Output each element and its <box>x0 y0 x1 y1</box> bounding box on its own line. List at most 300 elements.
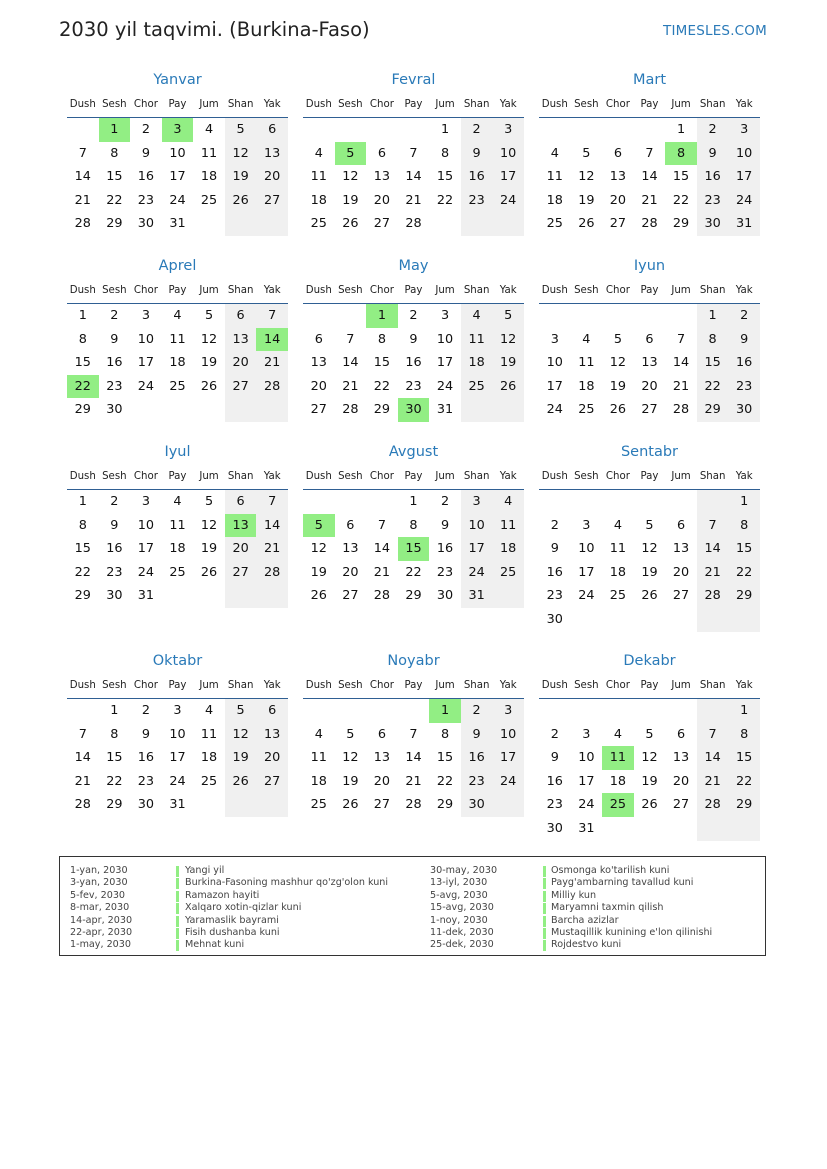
month-name: Noyabr <box>387 653 440 669</box>
day-cell: 11 <box>500 517 517 533</box>
day-cell: 16 <box>137 750 155 766</box>
day-cell: 1 <box>708 308 717 323</box>
day-cell: 29 <box>106 216 123 232</box>
legend-holiday-name: Yaramaslik bayrami <box>185 914 279 926</box>
day-cell: 25 <box>200 192 218 208</box>
day-cell: 6 <box>236 308 245 323</box>
day-cell: 16 <box>436 541 454 557</box>
month-name: Iyul <box>164 444 191 460</box>
day-cell: 19 <box>200 541 218 557</box>
legend-date: 13-iyl, 2030 <box>430 877 488 889</box>
day-cell: 7 <box>708 517 717 533</box>
weekday-header <box>67 680 288 699</box>
month-name: May <box>398 258 429 274</box>
legend-holiday-name: Milliy kun <box>551 889 597 901</box>
legend-marker <box>543 903 546 914</box>
month-name: Iyun <box>633 258 666 274</box>
weekday-label: Yak <box>263 99 281 110</box>
day-cell: 1 <box>740 494 749 509</box>
day-cell: 7 <box>409 726 418 742</box>
day-cell: 16 <box>468 169 485 185</box>
weekday-label: Chor <box>605 285 630 296</box>
weekday-label: Chor <box>133 99 158 110</box>
weekday-label: Pay <box>404 471 423 482</box>
day-cell: 17 <box>578 564 595 580</box>
day-cell: 30 <box>436 588 454 604</box>
day-cell: 15 <box>436 169 454 185</box>
day-cell: 18 <box>310 773 327 789</box>
day-cell: 17 <box>500 169 517 185</box>
day-cell: 11 <box>310 750 327 766</box>
day-cell: 23 <box>546 588 563 604</box>
legend-holiday-name: Burkina-Fasoning mashhur qo'zg'olon kuni <box>185 877 389 889</box>
day-cell: 29 <box>106 797 123 813</box>
day-cell: 28 <box>264 564 281 580</box>
day-cell: 21 <box>74 192 91 208</box>
day-cell: 9 <box>141 145 150 161</box>
weekday-label: Shan <box>463 285 490 296</box>
day-cell: 17 <box>169 169 186 185</box>
day-cell: 5 <box>613 331 622 347</box>
day-cell: 31 <box>169 797 186 813</box>
day-cell: 3 <box>582 517 591 533</box>
holiday-day-cell: 1 <box>429 699 461 723</box>
day-cell: 3 <box>740 122 749 137</box>
weekday-label: Dush <box>541 680 568 691</box>
day-cell: 18 <box>200 169 218 185</box>
day-cell: 12 <box>578 169 595 185</box>
day-cell: 21 <box>704 773 721 789</box>
day-cell: 12 <box>200 331 218 347</box>
weekday-label: Jum <box>671 680 691 691</box>
day-cell: 24 <box>736 192 753 208</box>
day-cell: 10 <box>169 726 186 742</box>
weekday-label: Chor <box>133 285 158 296</box>
legend-holiday-name: Maryamni taxmin qilish <box>551 902 664 914</box>
weekday-label: Yak <box>499 471 517 482</box>
day-cell: 10 <box>468 517 485 533</box>
day-cell: 22 <box>373 378 391 394</box>
legend-holiday-name: Xalqaro xotin-qizlar kuni <box>185 902 302 914</box>
day-cell: 3 <box>504 122 513 137</box>
day-cell: 21 <box>373 564 391 580</box>
legend-date: 1-yan, 2030 <box>70 865 128 876</box>
day-cell: 6 <box>676 726 686 742</box>
day-cell: 21 <box>672 378 690 394</box>
day-cell: 27 <box>232 378 249 394</box>
day-cell: 25 <box>609 588 627 604</box>
day-cell: 17 <box>468 541 485 557</box>
day-cell: 12 <box>641 750 658 766</box>
site-logo[interactable]: TIMESLES.COM <box>663 23 767 39</box>
day-cell: 18 <box>609 773 627 789</box>
day-cell: 29 <box>74 402 91 418</box>
day-cell: 17 <box>736 169 753 185</box>
day-cell: 27 <box>342 588 359 604</box>
legend-holiday-name: Barcha azizlar <box>551 914 619 926</box>
weekday-label: Dush <box>541 471 568 482</box>
day-cell: 22 <box>436 192 454 208</box>
day-cell: 21 <box>74 773 91 789</box>
day-cell: 9 <box>550 541 559 557</box>
day-cell: 20 <box>373 773 391 789</box>
day-cell: 19 <box>232 750 249 766</box>
day-cell: 24 <box>468 564 485 580</box>
month-name: Yanvar <box>153 72 202 88</box>
weekday-label: Yak <box>263 285 281 296</box>
day-cell: 25 <box>169 564 186 580</box>
day-cell: 13 <box>342 541 359 557</box>
day-cell: 16 <box>546 773 563 789</box>
day-cell: 20 <box>373 192 391 208</box>
day-cell: 2 <box>472 703 481 718</box>
day-cell: 6 <box>377 145 386 161</box>
day-cell: 23 <box>106 564 123 580</box>
day-cell: 2 <box>141 703 150 718</box>
day-cell: 2 <box>550 517 559 533</box>
legend-column-left <box>70 865 420 952</box>
weekday-label: Shan <box>699 680 726 691</box>
legend-row <box>70 915 420 927</box>
weekday-label: Jum <box>435 680 455 691</box>
legend-row <box>70 902 420 914</box>
weekday-label: Pay <box>640 99 659 110</box>
day-cell: 19 <box>641 564 658 580</box>
day-cell: 21 <box>264 541 281 557</box>
day-cell: 13 <box>310 355 327 371</box>
day-cell: 31 <box>436 402 454 418</box>
day-cell: 9 <box>550 750 559 766</box>
legend-date: 11-dek, 2030 <box>430 926 494 938</box>
day-cell: 6 <box>645 331 654 347</box>
day-cell: 17 <box>169 750 186 766</box>
weekday-label: Chor <box>369 471 394 482</box>
day-cell: 14 <box>704 541 721 557</box>
day-cell: 1 <box>110 703 119 718</box>
legend-date: 5-avg, 2030 <box>430 889 488 901</box>
day-cell: 19 <box>641 773 658 789</box>
weekday-label: Shan <box>227 285 254 296</box>
day-cell: 26 <box>200 564 218 580</box>
day-cell: 22 <box>106 773 123 789</box>
weekday-label: Jum <box>199 471 219 482</box>
day-cell: 11 <box>546 169 563 185</box>
day-cell: 10 <box>500 726 517 742</box>
legend-marker <box>543 878 546 889</box>
weekday-header <box>67 471 288 490</box>
day-cell: 27 <box>641 402 658 418</box>
day-cell: 10 <box>169 145 186 161</box>
day-cell: 27 <box>373 797 391 813</box>
day-cell: 22 <box>704 378 721 394</box>
legend-marker <box>176 916 179 927</box>
day-cell: 29 <box>704 402 721 418</box>
weekday-label: Chor <box>605 680 630 691</box>
legend-holiday-name: Osmonga ko'tarilish kuni <box>551 865 670 876</box>
day-cell: 6 <box>346 517 355 533</box>
day-cell: 10 <box>578 541 595 557</box>
legend-marker <box>543 916 546 927</box>
day-cell: 1 <box>676 122 686 137</box>
weekday-label: Dush <box>69 680 96 691</box>
day-cell: 3 <box>550 331 559 347</box>
weekday-label: Yak <box>263 680 281 691</box>
weekday-label: Yak <box>735 285 753 296</box>
day-cell: 6 <box>314 331 323 347</box>
day-cell: 14 <box>74 169 91 185</box>
day-cell: 20 <box>264 750 281 766</box>
day-cell: 14 <box>264 517 281 533</box>
day-cell: 25 <box>310 797 327 813</box>
day-cell: 10 <box>500 145 517 161</box>
day-cell: 20 <box>342 564 359 580</box>
legend-row <box>430 915 760 927</box>
day-cell: 16 <box>106 541 123 557</box>
day-cell: 17 <box>137 541 155 557</box>
weekday-label: Chor <box>369 285 394 296</box>
day-cell: 10 <box>436 331 454 347</box>
day-cell: 23 <box>137 192 155 208</box>
weekday-label: Pay <box>404 99 423 110</box>
day-cell: 5 <box>645 517 654 533</box>
day-cell: 4 <box>314 145 323 161</box>
day-cell: 7 <box>409 145 418 161</box>
day-cell: 11 <box>468 331 485 347</box>
day-cell: 15 <box>74 355 91 371</box>
day-cell: 26 <box>342 216 359 232</box>
legend-marker <box>176 903 179 914</box>
day-cell: 29 <box>405 588 422 604</box>
day-cell: 15 <box>736 541 753 557</box>
day-cell: 21 <box>704 564 721 580</box>
day-cell: 6 <box>268 122 277 137</box>
day-cell: 8 <box>377 331 386 347</box>
day-cell: 15 <box>373 355 391 371</box>
day-cell: 11 <box>169 331 186 347</box>
day-cell: 13 <box>232 331 249 347</box>
day-cell: 3 <box>141 308 150 323</box>
month-name: Fevral <box>391 72 436 88</box>
weekday-label: Chor <box>369 680 394 691</box>
legend-holiday-name: Payg'ambarning tavallud kuni <box>551 877 694 889</box>
day-cell: 15 <box>74 541 91 557</box>
weekday-label: Yak <box>499 99 517 110</box>
weekday-label: Shan <box>463 471 490 482</box>
day-cell: 2 <box>141 122 150 137</box>
day-cell: 3 <box>141 494 150 509</box>
weekday-label: Dush <box>541 99 568 110</box>
day-cell: 6 <box>268 703 277 718</box>
day-cell: 23 <box>405 378 422 394</box>
day-cell: 26 <box>609 402 627 418</box>
legend-date: 3-yan, 2030 <box>70 877 128 889</box>
legend-marker <box>176 928 179 939</box>
legend-marker <box>176 866 179 877</box>
day-cell: 4 <box>550 145 559 161</box>
day-cell: 29 <box>672 216 690 232</box>
day-cell: 22 <box>736 773 753 789</box>
weekday-label: Sesh <box>338 680 363 691</box>
day-cell: 21 <box>641 192 658 208</box>
day-cell: 28 <box>405 216 422 232</box>
weekday-label: Shan <box>699 99 726 110</box>
weekday-label: Dush <box>69 471 96 482</box>
weekday-label: Dush <box>69 99 96 110</box>
day-cell: 30 <box>137 797 155 813</box>
day-cell: 10 <box>137 517 155 533</box>
day-cell: 28 <box>373 588 391 604</box>
day-cell: 12 <box>500 331 517 347</box>
holiday-day-cell: 1 <box>366 304 398 328</box>
day-cell: 2 <box>409 308 418 323</box>
day-cell: 14 <box>672 355 690 371</box>
day-cell: 15 <box>106 750 123 766</box>
weekday-label: Jum <box>435 285 455 296</box>
weekday-header <box>67 285 288 304</box>
day-cell: 7 <box>268 494 277 509</box>
legend-row <box>70 865 420 877</box>
day-cell: 12 <box>342 750 359 766</box>
day-cell: 27 <box>264 773 281 789</box>
legend-marker <box>543 891 546 902</box>
day-cell: 8 <box>110 145 119 161</box>
weekday-label: Shan <box>463 680 490 691</box>
day-cell: 25 <box>500 564 517 580</box>
day-cell: 26 <box>232 773 249 789</box>
day-cell: 21 <box>264 355 281 371</box>
weekday-label: Pay <box>168 285 187 296</box>
day-cell: 26 <box>342 797 359 813</box>
day-cell: 24 <box>578 797 595 813</box>
day-cell: 13 <box>641 355 658 371</box>
day-cell: 27 <box>232 564 249 580</box>
day-cell: 26 <box>578 216 595 232</box>
day-cell: 16 <box>736 355 753 371</box>
weekday-label: Dush <box>305 471 332 482</box>
day-cell: 12 <box>232 726 249 742</box>
day-cell: 31 <box>468 588 485 604</box>
day-cell: 8 <box>78 331 87 347</box>
day-cell: 5 <box>236 703 245 718</box>
holiday-day-cell: 1 <box>99 118 131 142</box>
weekday-label: Yak <box>499 680 517 691</box>
legend-marker <box>543 866 546 877</box>
day-cell: 31 <box>169 216 186 232</box>
day-cell: 10 <box>736 145 753 161</box>
day-cell: 3 <box>440 308 450 323</box>
day-cell: 14 <box>704 750 721 766</box>
legend-date: 8-mar, 2030 <box>70 902 130 914</box>
day-cell: 28 <box>74 216 91 232</box>
day-cell: 9 <box>740 331 749 347</box>
weekday-label: Jum <box>199 285 219 296</box>
weekday-label: Sesh <box>338 99 363 110</box>
day-cell: 25 <box>169 378 186 394</box>
day-cell: 20 <box>232 355 249 371</box>
legend-row <box>430 890 760 902</box>
day-cell: 4 <box>582 331 591 347</box>
day-cell: 9 <box>409 331 418 347</box>
day-cell: 23 <box>137 773 155 789</box>
day-cell: 13 <box>264 145 281 161</box>
day-cell: 15 <box>704 355 721 371</box>
day-cell: 7 <box>346 331 355 347</box>
legend-date: 30-may, 2030 <box>430 865 498 876</box>
day-cell: 12 <box>200 517 218 533</box>
day-cell: 3 <box>472 494 481 509</box>
day-cell: 8 <box>440 145 450 161</box>
day-cell: 4 <box>613 517 622 533</box>
legend-date: 22-apr, 2030 <box>70 926 133 938</box>
day-cell: 17 <box>500 750 517 766</box>
day-cell: 23 <box>704 192 721 208</box>
weekday-header <box>303 680 524 699</box>
day-cell: 12 <box>342 169 359 185</box>
weekday-header <box>539 471 760 490</box>
day-cell: 16 <box>137 169 155 185</box>
day-cell: 26 <box>200 378 218 394</box>
day-cell: 24 <box>169 192 186 208</box>
day-cell: 23 <box>106 378 123 394</box>
day-cell: 16 <box>704 169 721 185</box>
day-cell: 25 <box>546 216 563 232</box>
day-cell: 22 <box>106 192 123 208</box>
holiday-legend <box>59 856 766 956</box>
day-cell: 20 <box>310 378 327 394</box>
weekday-label: Dush <box>541 285 568 296</box>
day-cell: 3 <box>504 703 513 718</box>
day-cell: 28 <box>672 402 690 418</box>
day-cell: 24 <box>546 402 563 418</box>
weekday-label: Jum <box>435 471 455 482</box>
day-cell: 20 <box>672 564 690 580</box>
weekday-label: Sesh <box>102 99 127 110</box>
day-cell: 14 <box>405 750 422 766</box>
weekday-label: Shan <box>227 471 254 482</box>
day-cell: 13 <box>264 726 281 742</box>
day-cell: 20 <box>232 541 249 557</box>
legend-row <box>70 939 420 951</box>
day-cell: 1 <box>78 308 87 323</box>
day-cell: 30 <box>106 588 123 604</box>
weekday-label: Shan <box>699 471 726 482</box>
day-cell: 24 <box>137 564 155 580</box>
day-cell: 2 <box>110 308 119 323</box>
day-cell: 19 <box>342 192 359 208</box>
month-name: Dekabr <box>623 653 676 669</box>
day-cell: 30 <box>106 402 123 418</box>
legend-date: 14-apr, 2030 <box>70 914 133 926</box>
day-cell: 18 <box>200 750 218 766</box>
day-cell: 18 <box>169 541 186 557</box>
weekday-label: Shan <box>463 99 490 110</box>
day-cell: 16 <box>546 564 563 580</box>
day-cell: 10 <box>137 331 155 347</box>
legend-row <box>430 865 760 877</box>
holiday-day-cell: 14 <box>256 328 288 352</box>
day-cell: 15 <box>736 750 753 766</box>
day-cell: 2 <box>550 726 559 742</box>
day-cell: 6 <box>377 726 386 742</box>
day-cell: 9 <box>708 145 717 161</box>
legend-holiday-name: Yangi yil <box>185 865 225 876</box>
weekday-label: Yak <box>263 471 281 482</box>
day-cell: 4 <box>472 308 481 323</box>
weekday-label: Pay <box>168 99 187 110</box>
day-cell: 24 <box>436 378 454 394</box>
day-cell: 28 <box>342 402 359 418</box>
legend-date: 1-noy, 2030 <box>430 914 488 926</box>
